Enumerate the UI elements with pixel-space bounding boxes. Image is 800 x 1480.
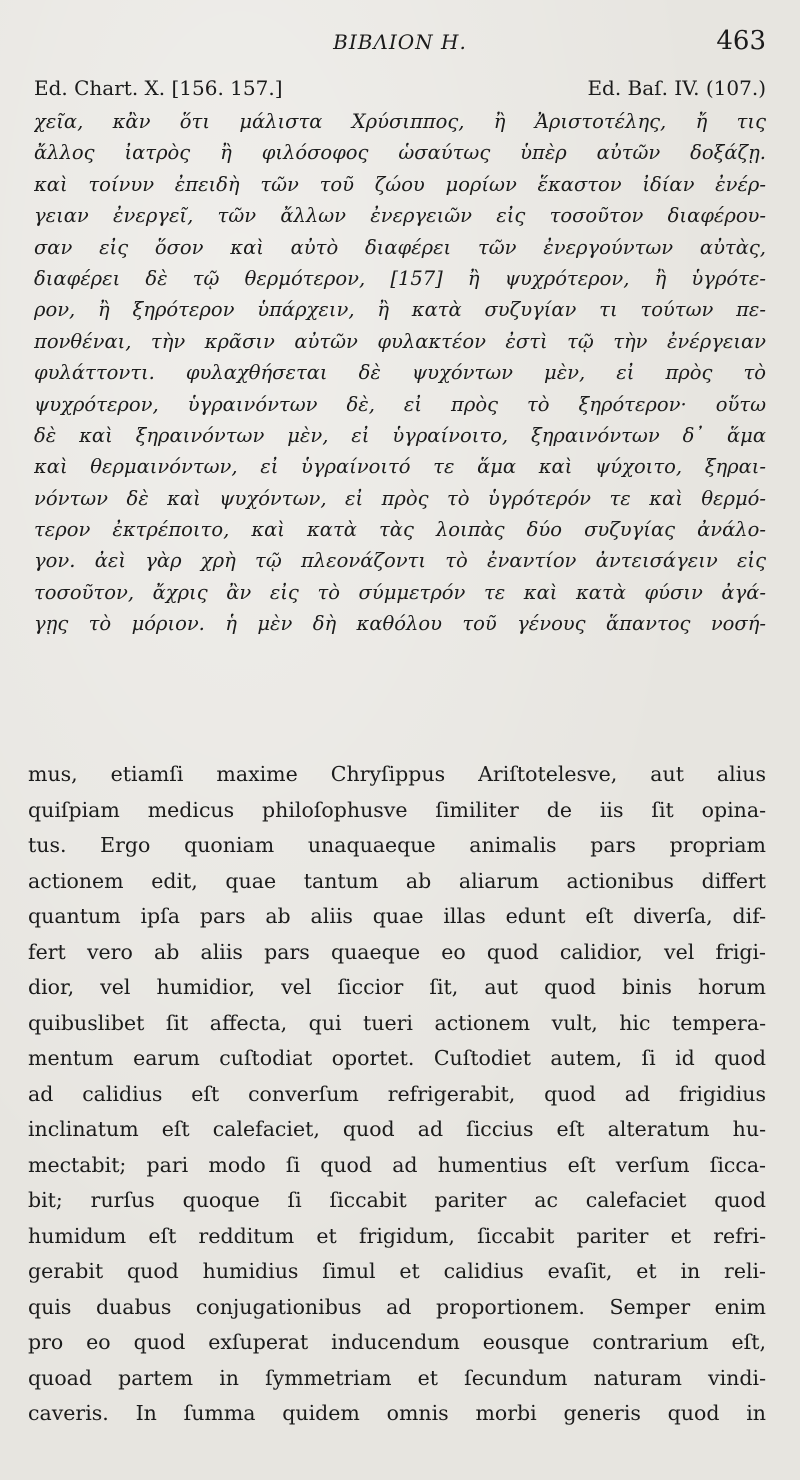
latin-line: dior, vel humidior, vel ſiccior ſit, aut quod binis horum (28, 975, 766, 999)
latin-line: fert vero ab aliis pars quaeque eo quod calidior, vel frigi- (28, 939, 766, 964)
latin-text-block (28, 757, 766, 1432)
latin-line: humidum eſt redditum et frigidum, ſiccabit pariter et refri- (28, 1223, 766, 1248)
latin-line: actionem edit, quae tantum ab aliarum actionibus differt (28, 868, 766, 893)
latin-line: quibuslibet ſit affecta, qui tueri actionem vult, hic tempera- (28, 1010, 766, 1035)
greek-line: νόντων δὲ καὶ ψυχόντων, εἰ πρὸς τὸ ὑγρότερόν τε καὶ θερμό- (34, 486, 766, 510)
latin-line: mectabit; pari modo ſi quod ad humentius eſt verſum ſicca- (28, 1152, 766, 1177)
greek-text-block (34, 106, 766, 640)
latin-line: tus. Ergo quoniam unaquaeque animalis pars propriam (28, 833, 766, 857)
greek-line: σαν εἰς ὅσον καὶ αὐτὸ διαφέρει τῶν ἐνεργούντων αὐτὰς, (34, 235, 766, 259)
greek-line: τερον ἐκτρέποιτο, καὶ κατὰ τὰς λοιπὰς δύο συζυγίας ἀνάλο- (34, 518, 766, 542)
greek-line: φυλάττοντι. φυλαχθήσεται δὲ ψυχόντων μὲν, εἰ πρὸς τὸ (34, 361, 766, 385)
greek-line: διαφέρει δὲ τῷ θερμότερον, [157] ἢ ψυχρότερον, ἢ ὑγρότε- (34, 266, 766, 290)
greek-line: καὶ τοίνυν ἐπειδὴ τῶν τοῦ ζώου μορίων ἕκαστον ἰδίαν ἐνέρ- (34, 172, 766, 196)
latin-line: quiſpiam medicus philoſophusve ſimiliter de iis ſit opina- (28, 797, 766, 822)
latin-line: ad calidius eſt converſum refrigerabit, quod ad frigidius (28, 1081, 766, 1106)
latin-line: pro eo quod exſuperat inducendum eousque contrarium eſt, (28, 1330, 766, 1354)
latin-line: mentum earum cuſtodiat oportet. Cuſtodiet autem, ſi id quod (28, 1046, 766, 1070)
greek-line: καὶ θερμαινόντων, εἰ ὑγραίνοιτό τε ἅμα καὶ ψύχοιτο, ξηραι- (34, 455, 766, 479)
page-number: 463 (716, 26, 766, 56)
greek-line: πονθέναι, τὴν κρᾶσιν αὐτῶν φυλακτέον ἐστὶ τῷ τὴν ἐνέργειαν (34, 329, 766, 353)
latin-line: bit; rurſus quoque ſi ſiccabit pariter ac calefaciet quod (28, 1188, 766, 1212)
running-title: ΒΙΒΛΙΟΝ Η. (333, 30, 467, 54)
latin-line: quis duabus conjugationibus ad proportionem. Semper enim (28, 1294, 766, 1319)
greek-line: ἄλλος ἰατρὸς ἢ φιλόσοφος ὡσαύτως ὑπὲρ αὐτῶν δοξάζῃ. (34, 141, 766, 165)
greek-line: ψυχρότερον, ὑγραινόντων δὲ, εἰ πρὸς τὸ ξηρότερον· οὕτω (34, 392, 766, 416)
greek-line: γον. ἀεὶ γὰρ χρὴ τῷ πλεονάζοντι τὸ ἐναντίον ἀντεισάγειν εἰς (34, 549, 766, 573)
greek-line: δὲ καὶ ξηραινόντων μὲν, εἰ ὑγραίνοιτο, ξηραινόντων δ᾽ ἅμα (34, 423, 766, 447)
latin-line: caveris. In ſumma quidem omnis morbi generis quod in (28, 1401, 766, 1425)
edition-chartier: Ed. Chart. X. [156. 157.] (34, 76, 283, 100)
greek-line: γειαν ἐνεργεῖ, τῶν ἄλλων ἐνεργειῶν εἰς τοσοῦτον διαφέρου- (34, 204, 766, 228)
greek-line: γῃς τὸ μόριον. ἡ μὲν δὴ καθόλου τοῦ γένους ἅπαντος νοσή- (34, 612, 766, 636)
latin-line: inclinatum eſt calefaciet, quod ad ſiccius eſt alteratum hu- (28, 1117, 766, 1141)
latin-line: quoad partem in ſymmetriam et ſecundum naturam vindi- (28, 1365, 766, 1390)
latin-line: mus, etiamſi maxime Chryſippus Ariſtotelesve, aut alius (28, 762, 766, 786)
latin-line: gerabit quod humidius ſimul et calidius evaſit, et in reli- (28, 1259, 766, 1283)
greek-line: τοσοῦτον, ἄχρις ἂν εἰς τὸ σύμμετρόν τε καὶ κατὰ φύσιν ἀγά- (34, 580, 766, 604)
edition-basel: Ed. Baſ. IV. (107.) (587, 76, 766, 100)
greek-line: ρον, ἢ ξηρότερον ὑπάρχειν, ἢ κατὰ συζυγίαν τι τούτων πε- (34, 298, 766, 322)
latin-line: quantum ipſa pars ab aliis quae illas edunt eſt diverſa, dif- (28, 904, 766, 928)
edition-line (34, 76, 766, 100)
greek-line: χεῖα, κἂν ὅτι μάλιστα Χρύσιππος, ἢ Ἀριστοτέλης, ἤ τις (34, 110, 766, 133)
